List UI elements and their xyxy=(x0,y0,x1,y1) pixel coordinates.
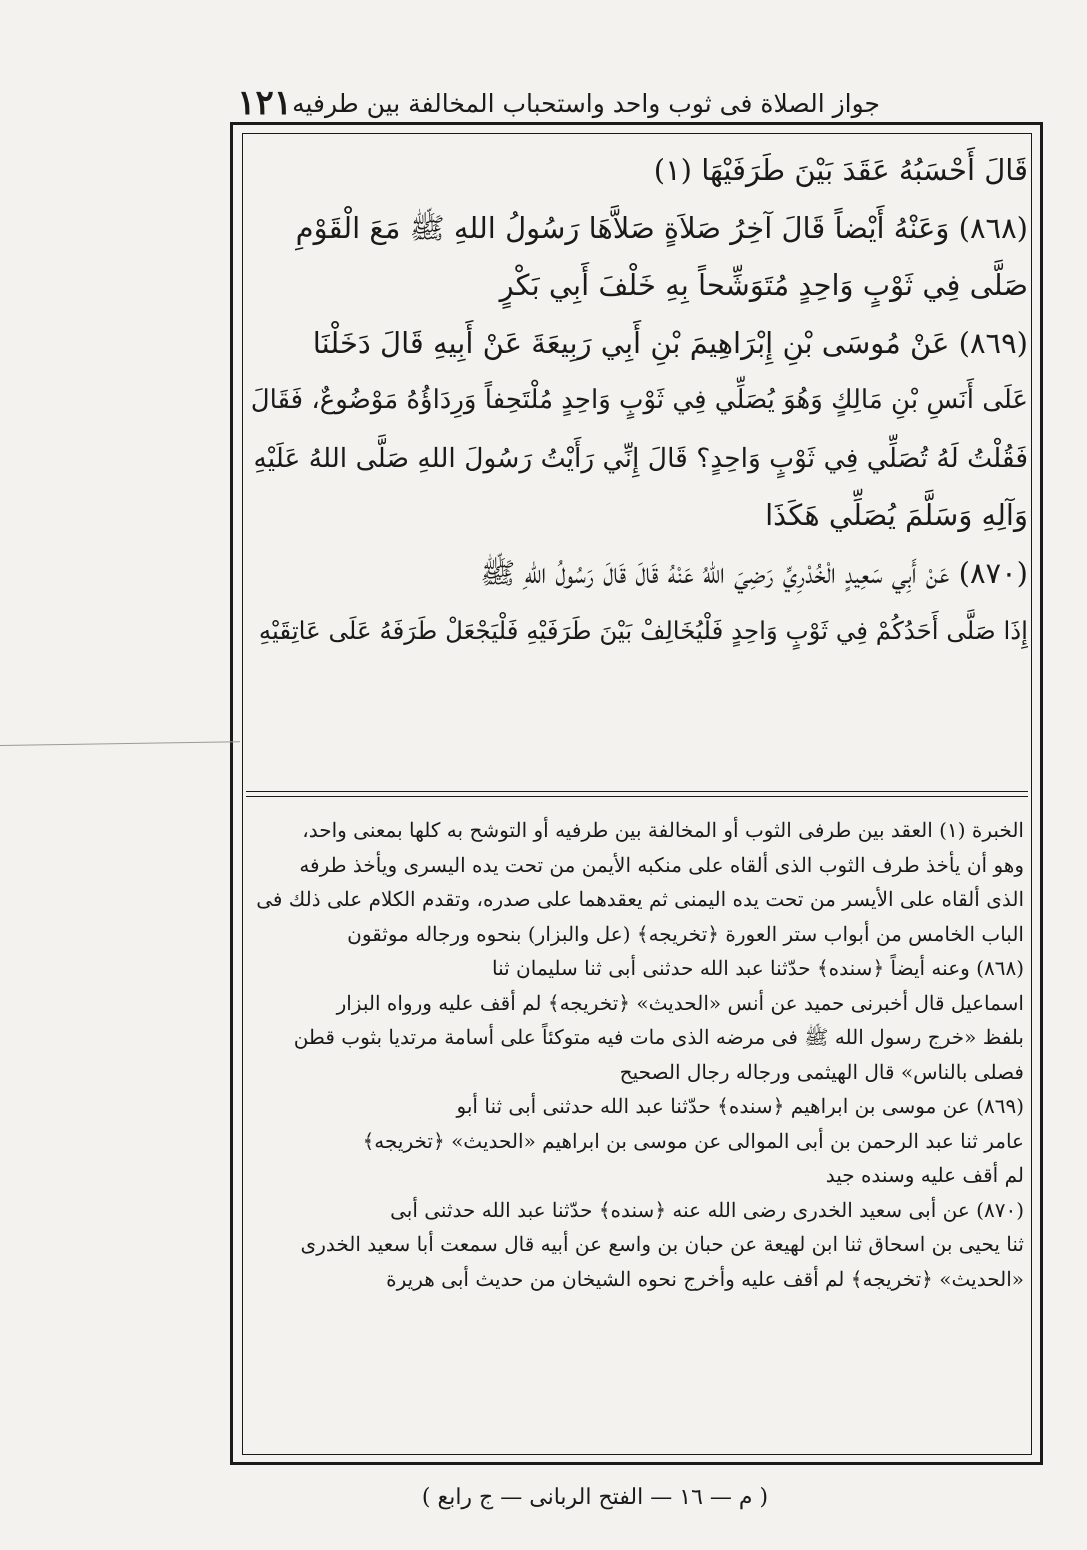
text-line: فَقُلْتُ لَهُ تُصَلِّي فِي ثَوْبٍ وَاحِدٍ؟ قَالَ إِنِّي رَأَيْتُ رَسُولَ اللهِ صَلَّى اللهُ عَلَيْهِ xyxy=(253,442,1028,474)
footnotes xyxy=(252,813,1024,1296)
section-divider xyxy=(246,791,1028,792)
note-line: الباب الخامس من أبواب ستر العورة ﴿تخريجه﴾ (عل والبزار) بنحوه ورجاله موثقون xyxy=(347,921,1024,946)
note-line: بلفظ «خرج رسول الله ﷺ فى مرضه الذى مات فيه متوكئاً على أسامة مرتديا بثوب قطن xyxy=(293,1025,1024,1049)
note-line: عامر ثنا عبد الرحمن بن أبى الموالى عن موسى بن ابراهيم «الحديث» ﴿تخريجه﴾ xyxy=(362,1128,1024,1153)
hadith-text xyxy=(250,142,1028,660)
note-line: «الحديث» ﴿تخريجه﴾ لم أقف عليه وأخرج نحوه الشيخان من حديث أبى هريرة xyxy=(386,1266,1024,1291)
text-line: (٨٧٠) عَنْ أَبِي سَعِيدٍ الْخُدْرِيِّ رَضِيَ اللهُ عَنْهُ قَالَ قَالَ رَسُولُ اللهِ ﷺ xyxy=(480,555,1028,590)
text-line: قَالَ أَحْسَبُهُ عَقَدَ بَيْنَ طَرَفَيْهَا (١) xyxy=(653,153,1028,187)
note-line: اسماعيل قال أخبرنى حميد عن أنس «الحديث» ﴿تخريجه﴾ لم أقف عليه ورواه البزار xyxy=(336,990,1024,1015)
scan-artifact-line xyxy=(0,741,240,746)
note-line: وهو أن يأخذ طرف الثوب الذى ألقاه على منكبه الأيمن من تحت يده اليسرى ويأخذ طرفه xyxy=(299,852,1024,877)
page-number: ١٢١ xyxy=(237,83,293,123)
note-line: فصلى بالناس» قال الهيثمى ورجاله رجال الصحيح xyxy=(619,1059,1024,1084)
text-line: عَلَى أَنَسِ بْنِ مَالِكٍ وَهُوَ يُصَلِّي فِي ثَوْبٍ وَاحِدٍ مُلْتَحِفاً وَرِدَاؤُهُ مَوْضُوعٌ، فَقَالَ xyxy=(250,385,1028,415)
note-line: الذى ألقاه على الأيسر من تحت يده اليمنى ثم يعقدهما على صدره، وتقدم الكلام على ذلك فى xyxy=(256,887,1024,911)
note-line: الخبرة (١) العقد بين طرفى الثوب أو المخالفة بين طرفيه أو التوشح به كلها بمعنى واحد، xyxy=(302,818,1024,842)
running-title: جواز الصلاة فى ثوب واحد واستحباب المخالفة بين طرفيه xyxy=(292,88,880,118)
text-line: إِذَا صَلَّى أَحَدُكُمْ فِي ثَوْبٍ وَاحِدٍ فَلْيُخَالِفْ بَيْنَ طَرَفَيْهِ فَلْيَجْعَلْ طَرَفَهُ عَلَى عَاتِقَيْهِ xyxy=(258,616,1028,645)
text-line: صَلَّى فِي ثَوْبٍ وَاحِدٍ مُتَوَشِّحاً بِهِ خَلْفَ أَبِي بَكْرٍ xyxy=(499,268,1028,302)
text-line: (٨٦٨) وَعَنْهُ أَيْضاً قَالَ آخِرُ صَلاَةٍ صَلاَّهَا رَسُولُ اللهِ ﷺ مَعَ الْقَوْمِ xyxy=(295,210,1028,245)
text-line: (٨٦٩) عَنْ مُوسَى بْنِ إِبْرَاهِيمَ بْنِ أَبِي رَبِيعَةَ عَنْ أَبِيهِ قَالَ دَخَلْنَا xyxy=(312,325,1028,360)
section-divider xyxy=(246,796,1028,797)
note-line: (٨٦٨) وعنه أيضاً ﴿سنده﴾ حدّثنا عبد الله حدثنى أبى ثنا سليمان ثنا xyxy=(492,956,1024,980)
note-line: ثنا يحيى بن اسحاق ثنا ابن لهيعة عن حبان بن واسع عن أبيه قال سمعت أبا سعيد الخدرى xyxy=(300,1232,1024,1256)
note-line: (٨٦٩) عن موسى بن ابراهيم ﴿سنده﴾ حدّثنا عبد الله حدثنى أبى ثنا أبو xyxy=(456,1094,1024,1118)
page-header xyxy=(237,78,880,128)
page-footer: ( م — ١٦ — الفتح الربانى — ج رابع ) xyxy=(421,1485,769,1510)
text-line: وَآلِهِ وَسَلَّمَ يُصَلِّي هَكَذَا xyxy=(765,498,1028,532)
note-line: لم أقف عليه وسنده جيد xyxy=(825,1163,1024,1187)
note-line: (٨٧٠) عن أبى سعيد الخدرى رضى الله عنه ﴿سنده﴾ حدّثنا عبد الله حدثنى أبى xyxy=(390,1197,1024,1222)
